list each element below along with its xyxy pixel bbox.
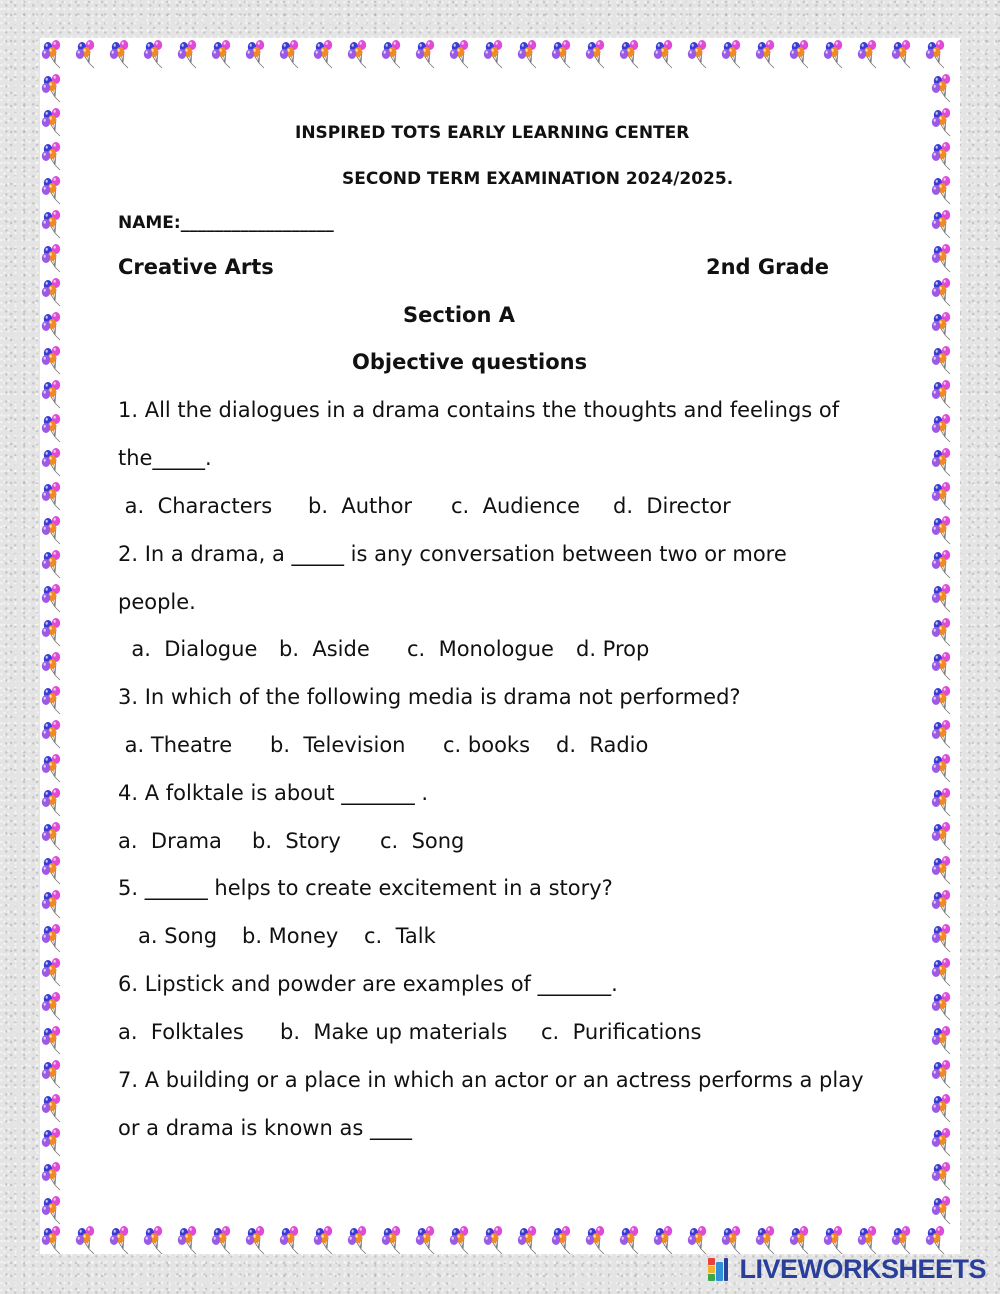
watermark-text: LIVEWORKSHEETS [739,1253,986,1284]
section-title: Section A [403,303,515,327]
name-field: NAME:__________________ [118,213,334,233]
question-2-line-1: 2. In a drama, a _____ is any conversation between two or more [118,542,787,566]
option[interactable]: a. Song [118,924,218,948]
option[interactable]: d. Prop [576,637,650,661]
option[interactable]: b. Author [308,494,413,518]
worksheet-page [40,38,960,1254]
question-6-line-1: 6. Lipstick and powder are examples of _______. [118,972,618,996]
section-subtitle: Objective questions [352,350,588,374]
liveworksheets-watermark[interactable] [707,1254,986,1284]
option[interactable]: b. Make up materials [280,1020,508,1044]
option[interactable]: a. Folktales [118,1020,244,1044]
option[interactable]: c. Song [380,829,465,853]
option[interactable]: d. Director [613,494,731,518]
option[interactable]: a. Theatre [118,733,233,757]
option[interactable]: a. Dialogue [118,637,258,661]
question-2-line-2: people. [118,590,196,614]
option[interactable]: b. Story [252,829,341,853]
option[interactable]: b. Money [242,924,339,948]
option[interactable]: d. Radio [556,733,649,757]
option[interactable]: a. Drama [118,829,222,853]
question-4-line-1: 4. A folktale is about _______ . [118,781,429,805]
grade-label: 2nd Grade [706,255,829,279]
option[interactable]: c. books [443,733,531,757]
question-1-line-2: the_____. [118,446,212,470]
question-7-line-2: or a drama is known as ____ [118,1116,412,1140]
question-7-line-1: 7. A building or a place in which an actor or an actress performs a play [118,1068,864,1092]
option[interactable]: c. Monologue [407,637,554,661]
question-3-line-1: 3. In which of the following media is drama not performed? [118,685,741,709]
liveworksheets-logo-icon [707,1256,735,1282]
subject-label: Creative Arts [118,255,274,279]
exam-title: SECOND TERM EXAMINATION 2024/2025. [342,169,734,189]
option[interactable]: c. Talk [364,924,436,948]
option[interactable]: b. Aside [279,637,370,661]
option[interactable]: b. Television [270,733,406,757]
question-1-line-1: 1. All the dialogues in a drama contains the thoughts and feelings of [118,398,840,422]
option[interactable]: a. Characters [118,494,273,518]
option[interactable]: c. Purifications [541,1020,702,1044]
school-name: INSPIRED TOTS EARLY LEARNING CENTER [295,123,690,143]
option[interactable]: c. Audience [451,494,581,518]
question-5-line-1: 5. ______ helps to create excitement in a story? [118,876,613,900]
